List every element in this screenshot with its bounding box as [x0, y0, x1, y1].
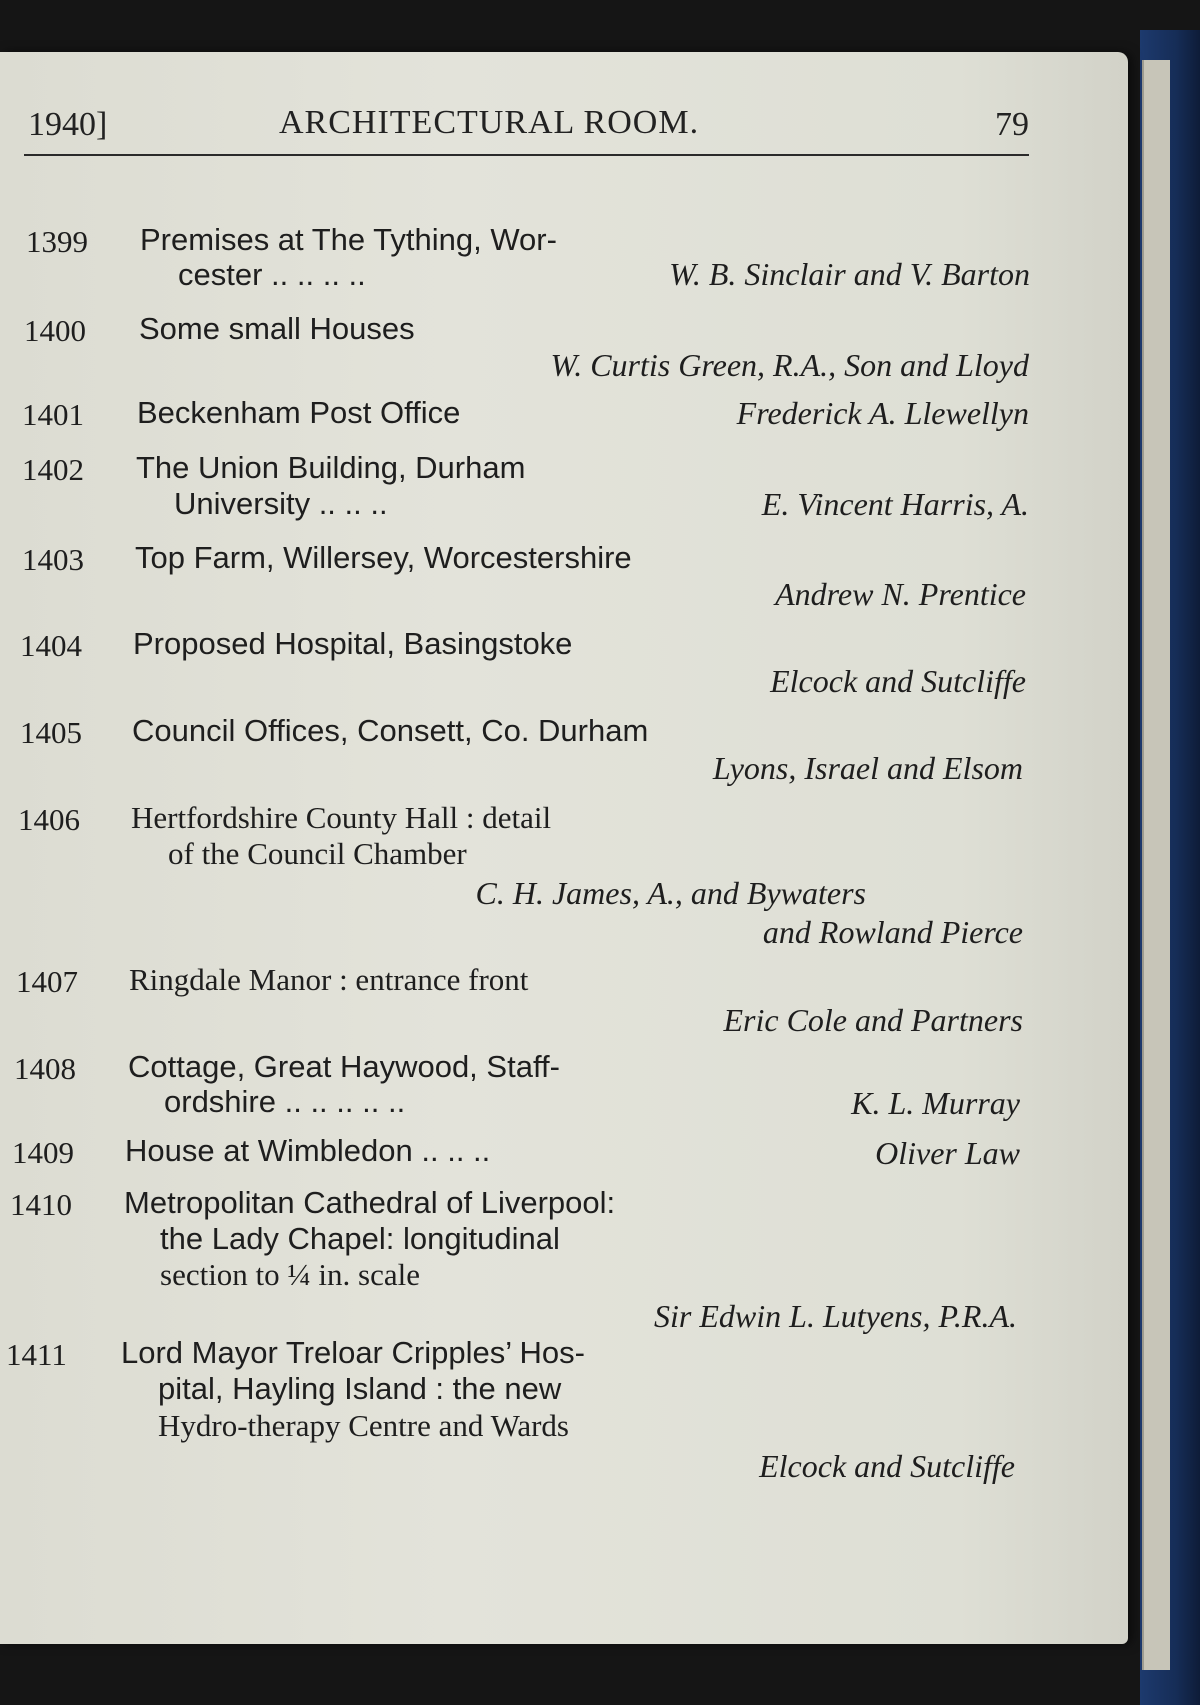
entry-architect: W. Curtis Green, R.A., Son and Lloyd: [550, 347, 1029, 383]
entry-architect: E. Vincent Harris, A.: [761, 486, 1029, 522]
entry-architect: W. B. Sinclair and V. Barton: [669, 256, 1030, 292]
entry-number: 1401: [22, 397, 84, 432]
running-header: [24, 102, 1029, 156]
entry-architect: Sir Edwin L. Lutyens, P.R.A.: [654, 1298, 1017, 1334]
entry-architect: Frederick A. Llewellyn: [736, 395, 1029, 431]
entry-number: 1411: [6, 1337, 67, 1372]
entry-title-line: Hertfordshire County Hall : detail: [131, 800, 552, 835]
page-number: 79: [995, 106, 1029, 143]
entry-number: 1409: [12, 1135, 74, 1170]
entry-title-line: Some small Houses: [139, 311, 415, 346]
entry-architect: Elcock and Sutcliffe: [759, 1448, 1015, 1484]
header-year: 1940]: [28, 106, 108, 143]
entry-title-line: Premises at The Tything, Wor-: [140, 222, 557, 257]
entry-title-line: of the Council Chamber: [168, 836, 467, 871]
entry-number: 1402: [22, 452, 84, 487]
entry-number: 1410: [10, 1187, 72, 1222]
entry-title-line: The Union Building, Durham: [136, 450, 526, 485]
entry-title-line: Ringdale Manor : entrance front: [129, 962, 529, 997]
entry-architect: C. H. James, A., and Bywaters: [475, 875, 866, 911]
entry-number: 1406: [18, 802, 80, 837]
entry-title-line: pital, Hayling Island : the new: [158, 1371, 562, 1406]
entry-number: 1404: [20, 628, 82, 663]
entry-title-line: Proposed Hospital, Basingstoke: [133, 626, 573, 661]
entry-architect: K. L. Murray: [851, 1085, 1020, 1121]
header-title: ARCHITECTURAL ROOM.: [279, 104, 700, 141]
page-stack-edge: [1142, 60, 1170, 1670]
entry-architect: Elcock and Sutcliffe: [770, 663, 1026, 699]
entry-number: 1403: [22, 542, 84, 577]
entry-title-line: House at Wimbledon .. .. ..: [125, 1133, 491, 1168]
entry-number: 1405: [20, 715, 82, 750]
entry-title-line: Hydro-therapy Centre and Wards: [158, 1408, 569, 1443]
entry-title-line: Cottage, Great Haywood, Staff-: [128, 1049, 560, 1084]
entry-architect: Oliver Law: [875, 1135, 1020, 1171]
entry-title-line: Beckenham Post Office: [137, 395, 461, 430]
entry-architect: Andrew N. Prentice: [775, 576, 1026, 612]
entry-number: 1400: [24, 313, 86, 348]
entry-number: 1399: [26, 224, 88, 259]
entry-title-line: ordshire .. .. .. .. ..: [164, 1084, 406, 1119]
entry-architect: Eric Cole and Partners: [723, 1002, 1023, 1038]
entry-title-line: Metropolitan Cathedral of Liverpool:: [124, 1185, 616, 1220]
entry-title-line: Council Offices, Consett, Co. Durham: [132, 713, 649, 748]
entry-architect: Lyons, Israel and Elsom: [712, 750, 1023, 786]
entry-title-line: University .. .. ..: [174, 486, 388, 521]
entry-title-line: the Lady Chapel: longitudinal: [160, 1221, 560, 1256]
entry-number: 1408: [14, 1051, 76, 1086]
entry-title-line: Top Farm, Willersey, Worcestershire: [135, 540, 632, 575]
entry-title-line: section to ¼ in. scale: [160, 1257, 420, 1292]
entry-number: 1407: [16, 964, 78, 999]
entry-title-line: cester .. .. .. ..: [178, 257, 366, 292]
entry-architect: and Rowland Pierce: [762, 914, 1023, 950]
entry-title-line: Lord Mayor Treloar Cripples’ Hos-: [121, 1335, 586, 1370]
